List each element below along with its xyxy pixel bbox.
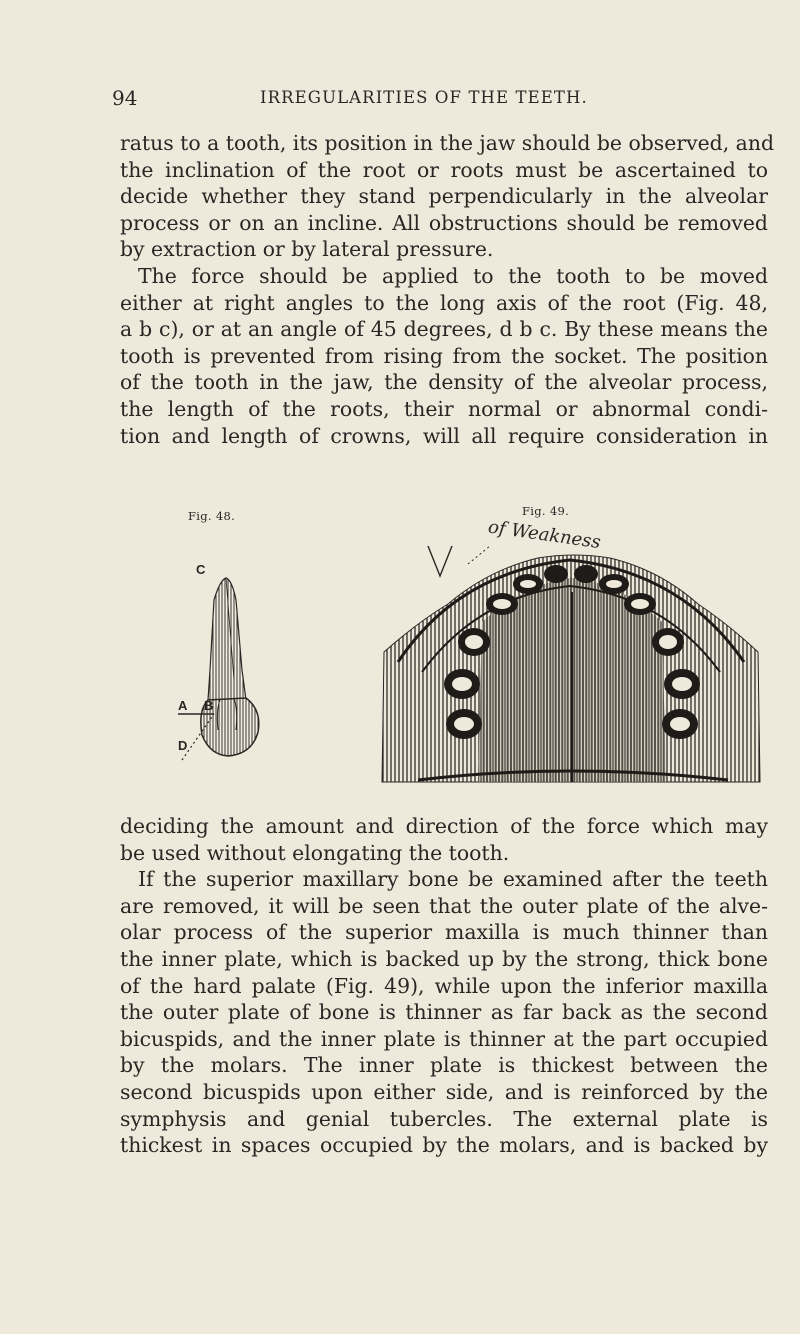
text-line: process or on an incline. All obstructions should be removed [120,210,768,235]
text-line: be used without elongating the tooth. [120,840,510,865]
text-line: thickest in spaces occupied by the molars, and is backed by [120,1133,768,1158]
text-line: of the tooth in the jaw, the density of the alveolar process, [120,370,768,395]
text-line: deciding the amount and direction of the force which may [120,814,768,838]
page-number: 94 [112,86,138,110]
text-line: tooth is prevented from rising from the socket. The position [120,343,768,368]
text-line: the inner plate, which is backed up by the strong, thick bone [120,946,768,971]
text-line: by extraction or by lateral pressure. [120,237,494,262]
text-line: If the superior maxillary bone be examined after the teeth [138,867,768,892]
fig48-label-a: A [178,698,188,713]
figure-49-maxilla-illustration [378,512,762,792]
text-line: a b c), or at an angle of 45 degrees, d b c. By these means the [120,317,768,342]
running-head: IRREGULARITIES OF THE TEETH. [260,88,588,107]
text-line: second bicuspids upon either side, and is reinforced by the [120,1079,768,1104]
figure-49-caption: Fig. 49. [522,504,570,518]
page-header [112,86,760,110]
text-line: olar process of the superior maxilla is much thinner than [120,920,768,945]
text-line: the inclination of the root or roots must be ascertained to [120,157,768,182]
fig49-handwritten-note: of Weakness [486,516,602,554]
paragraph-bottom [120,813,768,1159]
text-line: are removed, it will be seen that the outer plate of the alve- [120,893,768,918]
text-line: by the molars. The inner plate is thickest between the [120,1053,768,1078]
fig48-label-d: D [178,738,188,753]
fig48-label-b: B [204,698,214,713]
text-line: the length of the roots, their normal or abnormal condi- [120,396,768,421]
text-line: tion and length of crowns, will all require consideration in [120,423,768,448]
text-line: ratus to a tooth, its position in the jaw should be observed, and [120,131,775,155]
text-line: the outer plate of bone is thinner as far back as the second [120,1000,768,1025]
figure-48-caption: Fig. 48. [188,509,236,523]
text-line: symphysis and genial tubercles. The external plate is [120,1106,768,1131]
text-line: decide whether they stand perpendicularly in the alveolar [120,184,768,209]
fig48-label-c: C [196,562,206,577]
text-line: bicuspids, and the inner plate is thinner at the part occupied [120,1026,768,1051]
text-line: either at right angles to the long axis of the root (Fig. 48, [120,290,768,315]
text-line: of the hard palate (Fig. 49), while upon the inferior maxilla [120,973,768,998]
figure-48-tooth-illustration [176,560,268,770]
paragraph-top [120,130,775,449]
text-line: The force should be applied to the tooth to be moved [138,263,768,288]
